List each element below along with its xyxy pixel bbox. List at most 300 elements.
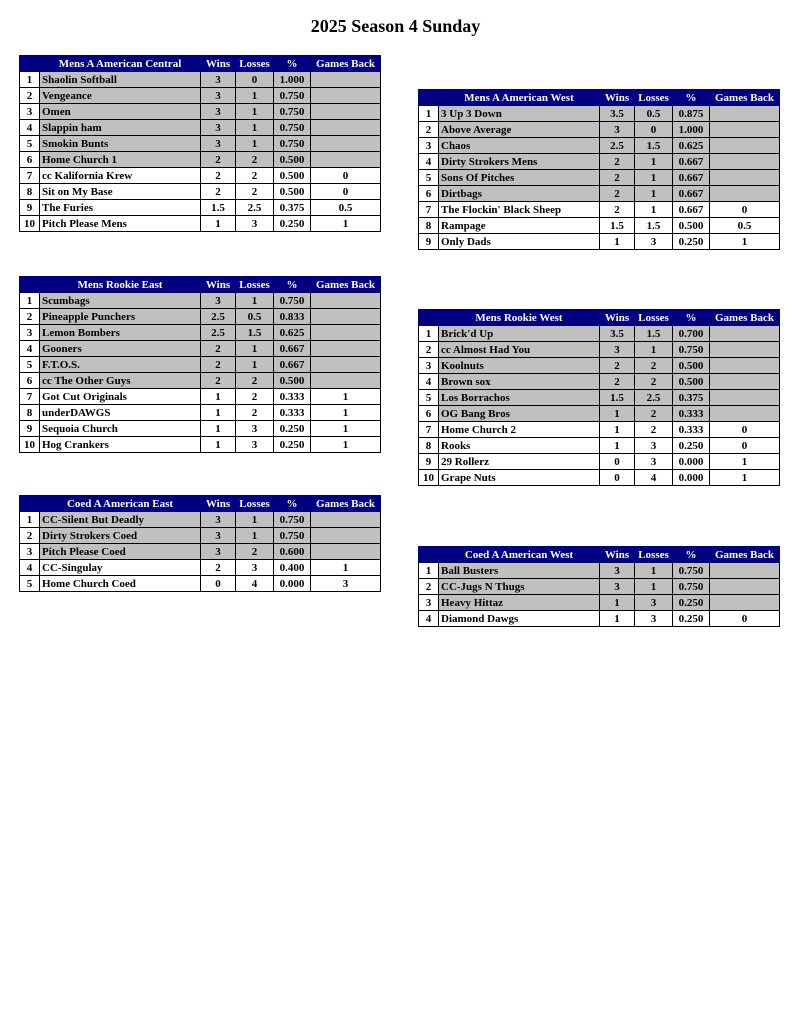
table-row bbox=[419, 406, 780, 422]
wins-cell: 1 bbox=[201, 389, 236, 405]
rank-cell: 2 bbox=[20, 88, 40, 104]
team-name-cell: Slappin ham bbox=[40, 120, 201, 136]
games-back-cell bbox=[710, 106, 780, 122]
wins-cell: 2 bbox=[201, 168, 236, 184]
standings-table bbox=[418, 309, 780, 486]
team-name-cell: underDAWGS bbox=[40, 405, 201, 421]
team-name-cell: Dirty Strokers Coed bbox=[40, 528, 201, 544]
rank-cell: 9 bbox=[20, 421, 40, 437]
wins-header: Wins bbox=[600, 547, 635, 563]
pct-cell: 0.500 bbox=[274, 373, 311, 389]
table-row bbox=[419, 138, 780, 154]
losses-cell: 1 bbox=[236, 136, 274, 152]
losses-cell: 2 bbox=[635, 406, 673, 422]
wins-cell: 1 bbox=[600, 234, 635, 250]
table-row bbox=[20, 184, 381, 200]
team-name-cell: Lemon Bombers bbox=[40, 325, 201, 341]
team-name-cell: Sit on My Base bbox=[40, 184, 201, 200]
losses-cell: 3 bbox=[236, 560, 274, 576]
team-name-cell: Diamond Dawgs bbox=[439, 611, 600, 627]
team-name-cell: CC-Jugs N Thugs bbox=[439, 579, 600, 595]
games-back-cell: 1 bbox=[311, 216, 381, 232]
losses-cell: 1 bbox=[236, 120, 274, 136]
pct-cell: 0.333 bbox=[274, 389, 311, 405]
table-header-row bbox=[419, 310, 780, 326]
games-back-cell bbox=[311, 309, 381, 325]
rank-header bbox=[20, 496, 40, 512]
games-back-cell bbox=[710, 138, 780, 154]
games-back-cell bbox=[710, 186, 780, 202]
team-name-cell: CC-Silent But Deadly bbox=[40, 512, 201, 528]
team-name-cell: F.T.O.S. bbox=[40, 357, 201, 373]
losses-cell: 1 bbox=[635, 170, 673, 186]
table-header-row bbox=[20, 56, 381, 72]
rank-header bbox=[20, 277, 40, 293]
rank-cell: 8 bbox=[419, 438, 439, 454]
pct-cell: 0.667 bbox=[673, 202, 710, 218]
losses-header: Losses bbox=[236, 277, 274, 293]
losses-cell: 3 bbox=[236, 216, 274, 232]
table-row bbox=[20, 437, 381, 453]
losses-header: Losses bbox=[635, 547, 673, 563]
pct-cell: 0.250 bbox=[673, 234, 710, 250]
losses-cell: 1 bbox=[635, 154, 673, 170]
pct-cell: 0.750 bbox=[274, 88, 311, 104]
rank-cell: 7 bbox=[419, 202, 439, 218]
wins-cell: 1 bbox=[600, 595, 635, 611]
games-back-cell bbox=[311, 88, 381, 104]
rank-cell: 6 bbox=[419, 186, 439, 202]
wins-cell: 1 bbox=[600, 438, 635, 454]
games-back-cell bbox=[710, 326, 780, 342]
table-row bbox=[419, 186, 780, 202]
team-name-cell: Koolnuts bbox=[439, 358, 600, 374]
games-back-header: Games Back bbox=[311, 56, 381, 72]
games-back-header: Games Back bbox=[311, 277, 381, 293]
team-name-cell: Brick'd Up bbox=[439, 326, 600, 342]
division-name: Coed A American East bbox=[40, 496, 201, 512]
wins-cell: 3 bbox=[201, 120, 236, 136]
team-name-cell: Smokin Bunts bbox=[40, 136, 201, 152]
team-name-cell: 3 Up 3 Down bbox=[439, 106, 600, 122]
wins-cell: 3.5 bbox=[600, 326, 635, 342]
games-back-cell bbox=[710, 563, 780, 579]
table-row bbox=[419, 342, 780, 358]
losses-cell: 2 bbox=[236, 168, 274, 184]
table-row bbox=[20, 88, 381, 104]
pct-cell: 0.750 bbox=[274, 136, 311, 152]
table-row bbox=[20, 421, 381, 437]
team-name-cell: The Flockin' Black Sheep bbox=[439, 202, 600, 218]
rank-cell: 5 bbox=[419, 390, 439, 406]
rank-header bbox=[419, 90, 439, 106]
pct-cell: 0.600 bbox=[274, 544, 311, 560]
losses-cell: 1 bbox=[635, 342, 673, 358]
pct-cell: 0.250 bbox=[673, 595, 710, 611]
wins-cell: 3 bbox=[201, 88, 236, 104]
pct-cell: 0.750 bbox=[274, 120, 311, 136]
table-row bbox=[419, 374, 780, 390]
team-name-cell: Heavy Hittaz bbox=[439, 595, 600, 611]
table-row bbox=[20, 373, 381, 389]
pct-cell: 0.875 bbox=[673, 106, 710, 122]
wins-cell: 0 bbox=[600, 470, 635, 486]
games-back-cell bbox=[710, 358, 780, 374]
table-row bbox=[20, 528, 381, 544]
division-name: Mens Rookie West bbox=[439, 310, 600, 326]
team-name-cell: Gooners bbox=[40, 341, 201, 357]
games-back-cell bbox=[311, 528, 381, 544]
table-row bbox=[20, 325, 381, 341]
team-name-cell: Home Church 1 bbox=[40, 152, 201, 168]
games-back-header: Games Back bbox=[710, 310, 780, 326]
games-back-header: Games Back bbox=[710, 90, 780, 106]
team-name-cell: Hog Crankers bbox=[40, 437, 201, 453]
team-name-cell: cc The Other Guys bbox=[40, 373, 201, 389]
losses-cell: 2 bbox=[236, 544, 274, 560]
wins-cell: 1.5 bbox=[600, 218, 635, 234]
pct-cell: 0.750 bbox=[274, 512, 311, 528]
table-row bbox=[20, 200, 381, 216]
games-back-cell: 0 bbox=[710, 422, 780, 438]
table-row bbox=[419, 202, 780, 218]
wins-cell: 1 bbox=[600, 406, 635, 422]
table-row bbox=[20, 152, 381, 168]
losses-cell: 1.5 bbox=[635, 218, 673, 234]
losses-cell: 3 bbox=[635, 438, 673, 454]
losses-cell: 2 bbox=[635, 358, 673, 374]
table-row bbox=[419, 106, 780, 122]
pct-cell: 0.667 bbox=[274, 341, 311, 357]
pct-cell: 0.400 bbox=[274, 560, 311, 576]
rank-cell: 10 bbox=[20, 437, 40, 453]
wins-cell: 2 bbox=[600, 358, 635, 374]
division-name: Mens Rookie East bbox=[40, 277, 201, 293]
rank-header bbox=[20, 56, 40, 72]
games-back-cell bbox=[710, 154, 780, 170]
games-back-cell bbox=[311, 104, 381, 120]
pct-cell: 1.000 bbox=[274, 72, 311, 88]
rank-cell: 6 bbox=[20, 373, 40, 389]
games-back-cell: 0 bbox=[710, 438, 780, 454]
rank-cell: 3 bbox=[419, 138, 439, 154]
losses-cell: 1 bbox=[635, 202, 673, 218]
losses-cell: 4 bbox=[635, 470, 673, 486]
pct-header: % bbox=[274, 56, 311, 72]
rank-cell: 7 bbox=[419, 422, 439, 438]
team-name-cell: Dirty Strokers Mens bbox=[439, 154, 600, 170]
games-back-cell: 1 bbox=[311, 437, 381, 453]
rank-header bbox=[419, 547, 439, 563]
wins-cell: 2 bbox=[201, 152, 236, 168]
games-back-cell bbox=[311, 152, 381, 168]
wins-cell: 1 bbox=[201, 405, 236, 421]
table-row bbox=[20, 168, 381, 184]
pct-cell: 0.250 bbox=[673, 438, 710, 454]
pct-cell: 0.500 bbox=[274, 184, 311, 200]
games-back-cell: 1 bbox=[710, 454, 780, 470]
rank-cell: 2 bbox=[419, 122, 439, 138]
table-row bbox=[20, 216, 381, 232]
games-back-cell bbox=[311, 373, 381, 389]
wins-cell: 1 bbox=[201, 421, 236, 437]
wins-cell: 0 bbox=[600, 454, 635, 470]
losses-cell: 1 bbox=[236, 88, 274, 104]
games-back-cell bbox=[710, 374, 780, 390]
pct-cell: 0.333 bbox=[673, 406, 710, 422]
pct-cell: 0.750 bbox=[673, 342, 710, 358]
rank-cell: 5 bbox=[20, 357, 40, 373]
wins-cell: 2 bbox=[600, 374, 635, 390]
games-back-cell: 3 bbox=[311, 576, 381, 592]
pct-cell: 0.750 bbox=[274, 293, 311, 309]
wins-cell: 1 bbox=[600, 422, 635, 438]
team-name-cell: 29 Rollerz bbox=[439, 454, 600, 470]
losses-cell: 1.5 bbox=[635, 326, 673, 342]
rank-cell: 6 bbox=[20, 152, 40, 168]
games-back-cell: 0 bbox=[311, 184, 381, 200]
rank-cell: 3 bbox=[20, 104, 40, 120]
team-name-cell: Brown sox bbox=[439, 374, 600, 390]
table-row bbox=[419, 470, 780, 486]
wins-cell: 2 bbox=[201, 373, 236, 389]
pct-cell: 0.000 bbox=[673, 470, 710, 486]
losses-cell: 1 bbox=[236, 357, 274, 373]
losses-cell: 1 bbox=[236, 341, 274, 357]
losses-cell: 3 bbox=[236, 437, 274, 453]
team-name-cell: Los Borrachos bbox=[439, 390, 600, 406]
table-header-row bbox=[419, 90, 780, 106]
games-back-cell bbox=[311, 357, 381, 373]
rank-cell: 2 bbox=[20, 309, 40, 325]
rank-cell: 10 bbox=[20, 216, 40, 232]
wins-cell: 2 bbox=[600, 170, 635, 186]
rank-cell: 1 bbox=[419, 326, 439, 342]
rank-cell: 4 bbox=[20, 341, 40, 357]
table-row bbox=[419, 595, 780, 611]
pct-cell: 0.250 bbox=[274, 437, 311, 453]
games-back-cell: 0 bbox=[311, 168, 381, 184]
team-name-cell: OG Bang Bros bbox=[439, 406, 600, 422]
pct-cell: 0.667 bbox=[673, 186, 710, 202]
team-name-cell: cc Kalifornia Krew bbox=[40, 168, 201, 184]
team-name-cell: CC-Singulay bbox=[40, 560, 201, 576]
wins-header: Wins bbox=[201, 277, 236, 293]
losses-cell: 0.5 bbox=[635, 106, 673, 122]
pct-cell: 0.750 bbox=[673, 563, 710, 579]
losses-cell: 1.5 bbox=[635, 138, 673, 154]
losses-cell: 1 bbox=[635, 563, 673, 579]
rank-cell: 2 bbox=[419, 342, 439, 358]
wins-cell: 3 bbox=[600, 342, 635, 358]
rank-cell: 5 bbox=[20, 136, 40, 152]
games-back-cell bbox=[311, 544, 381, 560]
pct-cell: 0.375 bbox=[673, 390, 710, 406]
games-back-cell bbox=[710, 579, 780, 595]
losses-cell: 4 bbox=[236, 576, 274, 592]
rank-cell: 6 bbox=[419, 406, 439, 422]
wins-cell: 3 bbox=[201, 293, 236, 309]
wins-cell: 3 bbox=[201, 72, 236, 88]
rank-cell: 1 bbox=[20, 72, 40, 88]
wins-cell: 2 bbox=[201, 184, 236, 200]
wins-header: Wins bbox=[201, 56, 236, 72]
wins-cell: 2.5 bbox=[201, 325, 236, 341]
table-row bbox=[419, 563, 780, 579]
pct-cell: 0.000 bbox=[673, 454, 710, 470]
pct-cell: 1.000 bbox=[673, 122, 710, 138]
rank-cell: 4 bbox=[419, 154, 439, 170]
page-title: 2025 Season 4 Sunday bbox=[310, 16, 481, 36]
games-back-cell bbox=[311, 325, 381, 341]
table-row bbox=[20, 544, 381, 560]
losses-cell: 2.5 bbox=[635, 390, 673, 406]
wins-cell: 2 bbox=[201, 341, 236, 357]
pct-cell: 0.375 bbox=[274, 200, 311, 216]
games-back-cell bbox=[710, 170, 780, 186]
games-back-cell: 1 bbox=[311, 405, 381, 421]
losses-cell: 2 bbox=[635, 422, 673, 438]
team-name-cell: Dirtbags bbox=[439, 186, 600, 202]
wins-cell: 1 bbox=[201, 216, 236, 232]
wins-cell: 1 bbox=[201, 437, 236, 453]
rank-cell: 9 bbox=[419, 454, 439, 470]
pct-cell: 0.625 bbox=[673, 138, 710, 154]
losses-cell: 3 bbox=[236, 421, 274, 437]
losses-cell: 1 bbox=[236, 293, 274, 309]
rank-cell: 5 bbox=[419, 170, 439, 186]
pct-cell: 0.667 bbox=[673, 154, 710, 170]
rank-cell: 9 bbox=[20, 200, 40, 216]
division-name: Mens A American West bbox=[439, 90, 600, 106]
pct-cell: 0.750 bbox=[274, 528, 311, 544]
wins-cell: 3 bbox=[201, 512, 236, 528]
losses-header: Losses bbox=[236, 496, 274, 512]
losses-header: Losses bbox=[635, 310, 673, 326]
games-back-cell bbox=[710, 122, 780, 138]
rank-cell: 1 bbox=[20, 512, 40, 528]
team-name-cell: Sons Of Pitches bbox=[439, 170, 600, 186]
table-row bbox=[20, 120, 381, 136]
losses-cell: 3 bbox=[635, 234, 673, 250]
losses-cell: 3 bbox=[635, 595, 673, 611]
table-row bbox=[419, 454, 780, 470]
rank-cell: 1 bbox=[419, 563, 439, 579]
wins-cell: 3 bbox=[201, 136, 236, 152]
rank-cell: 10 bbox=[419, 470, 439, 486]
rank-header bbox=[419, 310, 439, 326]
wins-cell: 2 bbox=[201, 560, 236, 576]
pct-cell: 0.667 bbox=[673, 170, 710, 186]
rank-cell: 4 bbox=[20, 560, 40, 576]
table-row bbox=[20, 104, 381, 120]
table-row bbox=[20, 72, 381, 88]
pct-cell: 0.250 bbox=[673, 611, 710, 627]
pct-header: % bbox=[673, 547, 710, 563]
rank-cell: 2 bbox=[419, 579, 439, 595]
games-back-cell bbox=[311, 512, 381, 528]
wins-cell: 2 bbox=[600, 186, 635, 202]
wins-cell: 2 bbox=[600, 154, 635, 170]
team-name-cell: Rampage bbox=[439, 218, 600, 234]
rank-cell: 3 bbox=[419, 595, 439, 611]
games-back-cell bbox=[311, 341, 381, 357]
wins-header: Wins bbox=[600, 310, 635, 326]
team-name-cell: Grape Nuts bbox=[439, 470, 600, 486]
standings-table bbox=[19, 276, 381, 453]
wins-cell: 1 bbox=[600, 611, 635, 627]
table-row bbox=[20, 576, 381, 592]
team-name-cell: Sequoia Church bbox=[40, 421, 201, 437]
table-row bbox=[20, 309, 381, 325]
losses-cell: 1 bbox=[236, 528, 274, 544]
standings-table bbox=[418, 546, 780, 627]
games-back-cell bbox=[311, 72, 381, 88]
standings-table bbox=[19, 55, 381, 232]
team-name-cell: Got Cut Originals bbox=[40, 389, 201, 405]
rank-cell: 3 bbox=[419, 358, 439, 374]
wins-cell: 2.5 bbox=[600, 138, 635, 154]
losses-header: Losses bbox=[635, 90, 673, 106]
wins-header: Wins bbox=[600, 90, 635, 106]
team-name-cell: Chaos bbox=[439, 138, 600, 154]
rank-cell: 3 bbox=[20, 325, 40, 341]
pct-cell: 0.667 bbox=[274, 357, 311, 373]
rank-cell: 7 bbox=[20, 168, 40, 184]
team-name-cell: The Furies bbox=[40, 200, 201, 216]
pct-cell: 0.625 bbox=[274, 325, 311, 341]
wins-cell: 3 bbox=[201, 544, 236, 560]
table-row bbox=[419, 358, 780, 374]
team-name-cell: Above Average bbox=[439, 122, 600, 138]
team-name-cell: Pitch Please Coed bbox=[40, 544, 201, 560]
rank-cell: 9 bbox=[419, 234, 439, 250]
pct-cell: 0.833 bbox=[274, 309, 311, 325]
losses-cell: 3 bbox=[635, 611, 673, 627]
wins-cell: 3 bbox=[201, 528, 236, 544]
team-name-cell: Home Church Coed bbox=[40, 576, 201, 592]
losses-cell: 3 bbox=[635, 454, 673, 470]
games-back-cell: 1 bbox=[311, 560, 381, 576]
wins-cell: 3.5 bbox=[600, 106, 635, 122]
games-back-header: Games Back bbox=[710, 547, 780, 563]
table-row bbox=[20, 560, 381, 576]
pct-cell: 0.500 bbox=[274, 168, 311, 184]
games-back-cell bbox=[311, 120, 381, 136]
table-row bbox=[419, 438, 780, 454]
losses-cell: 0 bbox=[635, 122, 673, 138]
table-row bbox=[419, 154, 780, 170]
rank-cell: 5 bbox=[20, 576, 40, 592]
wins-cell: 2 bbox=[201, 357, 236, 373]
table-row bbox=[20, 293, 381, 309]
wins-cell: 2.5 bbox=[201, 309, 236, 325]
table-header-row bbox=[20, 496, 381, 512]
losses-cell: 1 bbox=[236, 104, 274, 120]
division-name: Mens A American Central bbox=[40, 56, 201, 72]
games-back-cell bbox=[710, 342, 780, 358]
team-name-cell: Omen bbox=[40, 104, 201, 120]
games-back-header: Games Back bbox=[311, 496, 381, 512]
wins-cell: 1.5 bbox=[201, 200, 236, 216]
games-back-cell: 0 bbox=[710, 202, 780, 218]
table-row bbox=[20, 136, 381, 152]
wins-cell: 3 bbox=[600, 122, 635, 138]
table-row bbox=[20, 389, 381, 405]
rank-cell: 4 bbox=[419, 374, 439, 390]
team-name-cell: Only Dads bbox=[439, 234, 600, 250]
rank-cell: 1 bbox=[20, 293, 40, 309]
